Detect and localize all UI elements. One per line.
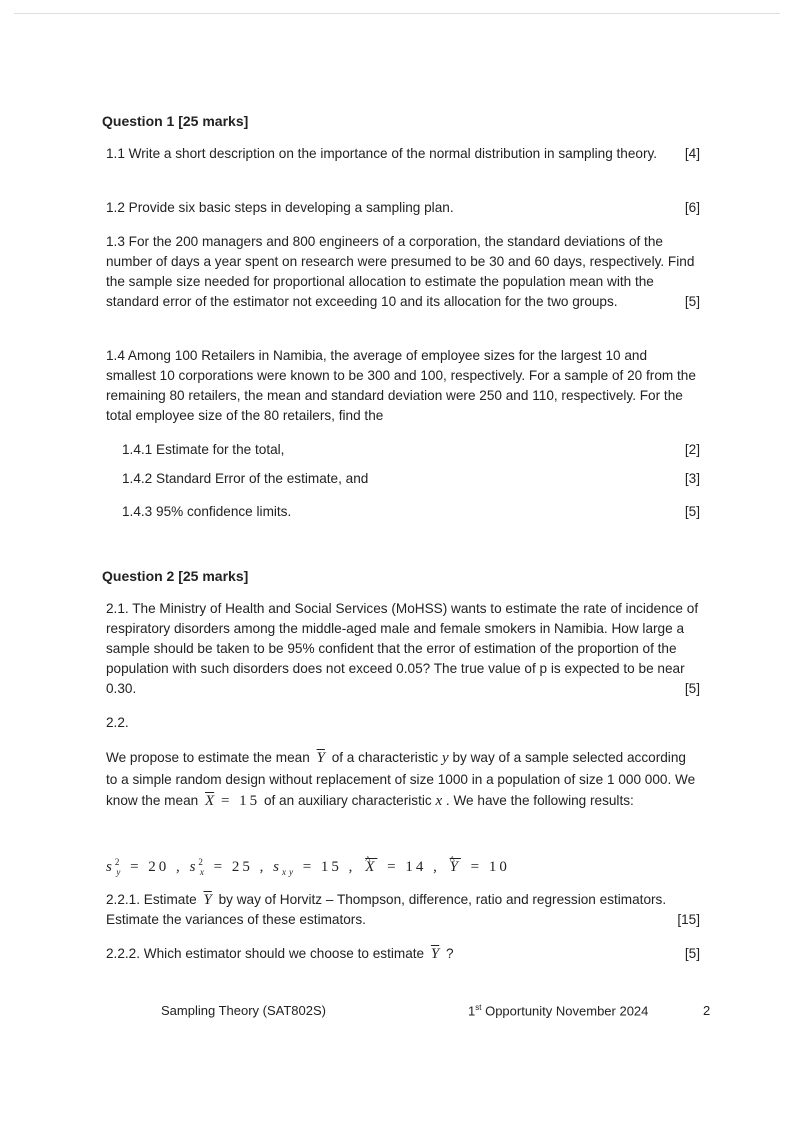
x-bar: $\overline{X}$ bbox=[204, 793, 215, 809]
page-number: 2 bbox=[703, 1003, 711, 1018]
footer-course: Sampling Theory (SAT802S) bbox=[161, 1003, 326, 1018]
q2-1: 2.1. The Ministry of Health and Social Services (MoHSS) wants to estimate the rate of incidence of respiratory disorders among the middle-aged male and female smokers in Namibia. How large a sample should be taken to be 95% confident that the error of estimation of the proportion of the population with such disorders does not exceed 0.05? The true value of p is expected to be near 0.30. [5] bbox=[106, 599, 700, 699]
q2-2-label: 2.2. bbox=[106, 715, 129, 730]
q1-4: 1.4 Among 100 Retailers in Namibia, the average of employee sizes for the largest 10 and smallest 10 corporations were known to be 300 and 100, respectively. For a sample of 20 from the remaining 80 retailers, the mean and standard deviation were 250 and 110, respectively. For the total employee size of the 80 retailers, find the bbox=[106, 348, 696, 423]
q2-2-1: 2.2.1. Estimate $\overline{Y}$ by way of Horvitz – Thompson, difference, ratio and regression estimators. Estimate the variances of these estimators. [15] bbox=[106, 890, 700, 930]
q1-1: 1.1 Write a short description on the importance of the normal distribution in sampling theory. [4] bbox=[106, 144, 700, 164]
marks: [5] bbox=[684, 681, 700, 696]
y-bar: $\overline{Y}$ bbox=[316, 750, 325, 766]
q1-4-1: 1.4.1 Estimate for the total, [2] bbox=[122, 440, 700, 460]
marks: [6] bbox=[684, 200, 700, 215]
results-formula: $s^2_y = 20$ , $s^2_x = 25$ , $s_{xy} = 15$ , ^ $\overline{X} = 14$ , ^ $\overline{Y} = 10$ bbox=[106, 852, 700, 882]
q1-4-3: 1.4.3 95% confidence limits. [5] bbox=[122, 502, 700, 522]
q1-3: 1.3 For the 200 managers and 800 engineers of a corporation, the standard deviations of the number of days a year spent on research were presumed to be 30 and 60 days, respectively. Find the sample size needed for proportional allocation to estimate the population mean with the standard error of the estimator not exceeding 10 and its allocation for the two groups. [5] bbox=[106, 232, 700, 312]
marks: [5] bbox=[684, 294, 700, 309]
question-1-heading: Question 1 [25 marks] bbox=[102, 113, 249, 129]
top-divider bbox=[14, 13, 780, 14]
q1-2: 1.2 Provide six basic steps in developing a sampling plan. [6] bbox=[106, 198, 700, 218]
marks: [5] bbox=[684, 504, 700, 519]
marks: [2] bbox=[684, 442, 700, 457]
q1-4-2: 1.4.2 Standard Error of the estimate, and [3] bbox=[122, 469, 700, 489]
q2-2-2: 2.2.2. Which estimator should we choose to estimate $\overline{Y}$ ? [5] bbox=[106, 946, 700, 962]
marks: [15] bbox=[677, 912, 700, 927]
marks: [5] bbox=[684, 946, 700, 961]
marks: [4] bbox=[684, 146, 700, 161]
question-2-heading: Question 2 [25 marks] bbox=[102, 568, 249, 584]
footer-opportunity: 1st Opportunity November 2024 bbox=[468, 1003, 649, 1019]
marks: [3] bbox=[684, 471, 700, 486]
q2-2-intro: We propose to estimate the mean $\overline{Y}$ of a characteristic y by way of a sample selected according to a simple random design without replacement of size 1000 in a population of size 1 000 000. We know the mean $\overline{X} = 15$ of an auxiliary characteristic x . We have the following results: bbox=[106, 750, 696, 809]
